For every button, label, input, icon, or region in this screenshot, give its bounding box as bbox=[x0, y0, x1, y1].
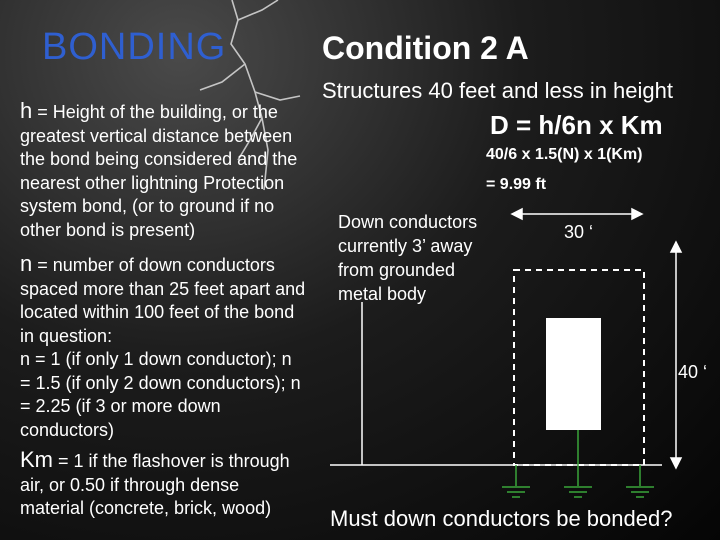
h-def-line: greatest vertical distance between bbox=[20, 125, 293, 146]
n-symbol: n bbox=[20, 251, 33, 276]
conductor-note bbox=[338, 210, 477, 306]
slide-subtitle: Structures 40 feet and less in height bbox=[322, 78, 673, 103]
km-def-line: material (concrete, brick, wood) bbox=[20, 498, 272, 518]
note-line: metal body bbox=[338, 284, 427, 304]
h-def-line: nearest other lightning Protection bbox=[20, 172, 285, 193]
n-def-line: located within 100 feet of the bond bbox=[20, 302, 295, 322]
n-def-line: spaced more than 25 feet apart and bbox=[20, 278, 306, 299]
h-symbol: h bbox=[20, 98, 33, 123]
ground-conductors bbox=[502, 430, 654, 497]
metal-body bbox=[546, 318, 601, 430]
question-text: Must down conductors be bonded? bbox=[330, 506, 673, 531]
n-def-line: n = 1 (if only 1 down conductor); n bbox=[20, 349, 292, 369]
calculation-line-1: 40/6 x 1.5(N) x 1(Km) bbox=[486, 146, 643, 163]
n-def-line: = 1.5 (if only 2 down conductors); n bbox=[20, 372, 301, 393]
note-line: currently 3’ away bbox=[338, 236, 473, 256]
h-def-line: other bond is present) bbox=[20, 219, 196, 240]
n-def-line: conductors) bbox=[20, 419, 115, 440]
slide-title-bonding: BONDING bbox=[42, 26, 227, 68]
note-line: Down conductors bbox=[338, 212, 478, 232]
h-def-line: system bond, (or to ground if no bbox=[20, 196, 275, 216]
h-def-line: the bond being considered and the bbox=[20, 149, 298, 169]
n-def-line: in question: bbox=[20, 325, 113, 346]
n-def-line: = number of down conductors bbox=[32, 255, 275, 275]
km-def-line: = 1 if the flashover is through bbox=[53, 451, 290, 471]
formula: D = h/6n x Km bbox=[490, 110, 663, 140]
km-definition bbox=[20, 448, 290, 521]
height-label: 40 ‘ bbox=[678, 362, 708, 382]
km-symbol: Km bbox=[20, 447, 53, 472]
width-dimension-arrow bbox=[512, 209, 642, 219]
calculation-result: = 9.99 ft bbox=[486, 176, 547, 193]
n-def-line: = 2.25 (if 3 or more down bbox=[20, 396, 221, 416]
h-definition bbox=[20, 99, 297, 242]
height-dimension-arrow bbox=[671, 242, 681, 468]
n-definition bbox=[20, 252, 305, 442]
width-label: 30 ‘ bbox=[564, 222, 594, 242]
h-def-line: = Height of the building, or the bbox=[32, 102, 278, 122]
slide-title-condition: Condition 2 A bbox=[322, 30, 529, 66]
km-def-line: air, or 0.50 if through dense bbox=[20, 474, 240, 495]
note-line: from grounded bbox=[338, 260, 456, 280]
